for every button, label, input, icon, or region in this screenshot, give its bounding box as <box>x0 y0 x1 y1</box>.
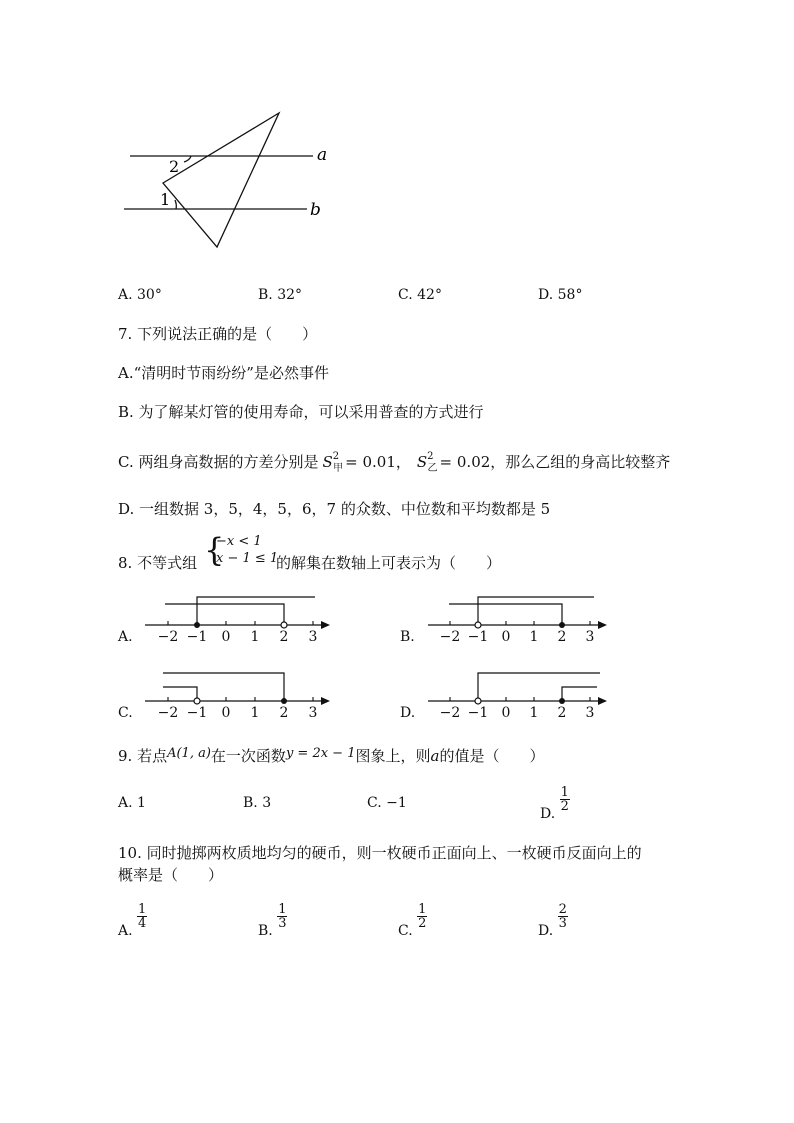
q8-system: { −x < 1 x − 1 ≤ 1 <box>204 531 279 569</box>
q8-a-axis-arrow <box>321 621 330 629</box>
q9-option-b[interactable]: B. 3 <box>243 795 272 811</box>
q8-b-solid-dot <box>559 622 565 628</box>
q8-d-tick-label: 1 <box>529 705 539 721</box>
q10-option-d[interactable]: D. $\frac{2}{3}$ <box>538 902 567 939</box>
angle-2-arc <box>184 156 191 162</box>
q8-c-tick-label: 1 <box>250 705 260 721</box>
q8-b-ray-right <box>478 597 594 625</box>
q8-d-ray-short <box>562 687 597 701</box>
parallel-lines-triangle-figure <box>0 0 794 270</box>
q8-c-tick-label: 2 <box>279 705 289 721</box>
q8-c-tick-label: −1 <box>186 705 208 721</box>
q8-a-tick-label: 2 <box>279 629 289 645</box>
q10-option-a[interactable]: A. $\frac{1}{4}$ <box>118 902 147 939</box>
q8-a-tick-label: 3 <box>308 629 318 645</box>
label-angle-1: 1 <box>160 190 171 209</box>
q8-b-tick-label: 0 <box>501 629 511 645</box>
q10-stem-line2: 概率是（ ） <box>118 866 224 884</box>
q8-c-tick-label: 3 <box>308 705 318 721</box>
triangle <box>163 113 279 247</box>
q8-c-tick-label: −2 <box>157 705 179 721</box>
q8-c-open-dot <box>194 698 200 704</box>
q8-b-axis-arrow <box>598 621 607 629</box>
label-a: a <box>317 145 328 165</box>
q8-d-open-dot <box>475 698 481 704</box>
q8-option-b-label[interactable]: B. <box>400 629 415 645</box>
q8-b-tick-label: 2 <box>557 629 567 645</box>
q7-option-c[interactable]: C. 两组身高数据的方差分别是 $S^2_甲 = 0.01$， $S^2_乙 = 0.02$，那么乙组的身高比较整齐 <box>118 451 671 474</box>
q8-a-tick-label: 1 <box>250 629 260 645</box>
q8-a-open-dot <box>281 622 287 628</box>
q8-a-solid-dot <box>194 622 200 628</box>
q8-c-axis-arrow <box>321 697 330 705</box>
q6-option-c[interactable]: C. 42° <box>398 287 442 303</box>
q10-option-b[interactable]: B. $\frac{1}{3}$ <box>258 902 287 939</box>
q8-d-tick-label: −2 <box>439 705 461 721</box>
label-b: b <box>310 200 321 220</box>
q8-d-tick-label: −1 <box>467 705 489 721</box>
q9-option-a[interactable]: A. 1 <box>118 795 146 811</box>
q8-stem-suffix: 的解集在数轴上可表示为（ ） <box>276 554 502 572</box>
q6-option-a[interactable]: A. 30° <box>118 287 162 303</box>
q8-option-a-label[interactable]: A. <box>118 629 133 645</box>
q8-d-axis-arrow <box>598 697 607 705</box>
q8-b-tick-label: 3 <box>585 629 595 645</box>
q8-b-tick-label: −1 <box>467 629 489 645</box>
q10-option-c[interactable]: C. $\frac{1}{2}$ <box>398 902 427 939</box>
q8-b-tick-label: −2 <box>439 629 461 645</box>
q6-option-b[interactable]: B. 32° <box>258 287 303 303</box>
q8-c-solid-dot <box>281 698 287 704</box>
q7-option-b[interactable]: B. 为了解某灯管的使用寿命，可以采用普查的方式进行 <box>118 403 484 421</box>
q10-stem-line1: 10. 同时抛掷两枚质地均匀的硬币，则一枚硬币正面向上、一枚硬币反面向上的 <box>118 844 642 862</box>
q8-a-tick-label: −1 <box>186 629 208 645</box>
q7-option-a[interactable]: A.“清明时节雨纷纷”是必然事件 <box>118 364 329 382</box>
q9-option-d[interactable]: D. $\frac{1}{2}$ <box>540 785 569 822</box>
q8-d-tick-label: 3 <box>585 705 595 721</box>
q8-stem: 8. 不等式组 <box>118 554 198 572</box>
q8-b-tick-label: 1 <box>529 629 539 645</box>
q6-option-d[interactable]: D. 58° <box>538 287 583 303</box>
label-angle-2: 2 <box>169 157 180 176</box>
q8-d-tick-label: 0 <box>501 705 511 721</box>
q8-a-ray-right <box>197 597 315 625</box>
q8-option-c-label[interactable]: C. <box>118 705 133 721</box>
q9-option-c[interactable]: C. −1 <box>367 795 407 811</box>
q8-c-tick-label: 0 <box>221 705 231 721</box>
q8-d-tick-label: 2 <box>557 705 567 721</box>
q7-stem: 7. 下列说法正确的是（ ） <box>118 325 318 343</box>
q8-d-solid-dot <box>559 698 565 704</box>
q8-b-open-dot <box>475 622 481 628</box>
q7-option-d[interactable]: D. 一组数据 3，5，4，5，6，7 的众数、中位数和平均数都是 5 <box>118 500 551 518</box>
q8-a-tick-label: −2 <box>157 629 179 645</box>
angle-1-arc <box>175 200 176 209</box>
q9-stem: 9. 若点A(1, a)在一次函数y = 2x − 1图象上，则a的值是（ ） <box>118 746 545 765</box>
q8-option-d-label[interactable]: D. <box>400 705 416 721</box>
q8-a-ray-left <box>165 604 284 625</box>
q8-a-tick-label: 0 <box>221 629 231 645</box>
q8-number-lines <box>0 580 794 730</box>
